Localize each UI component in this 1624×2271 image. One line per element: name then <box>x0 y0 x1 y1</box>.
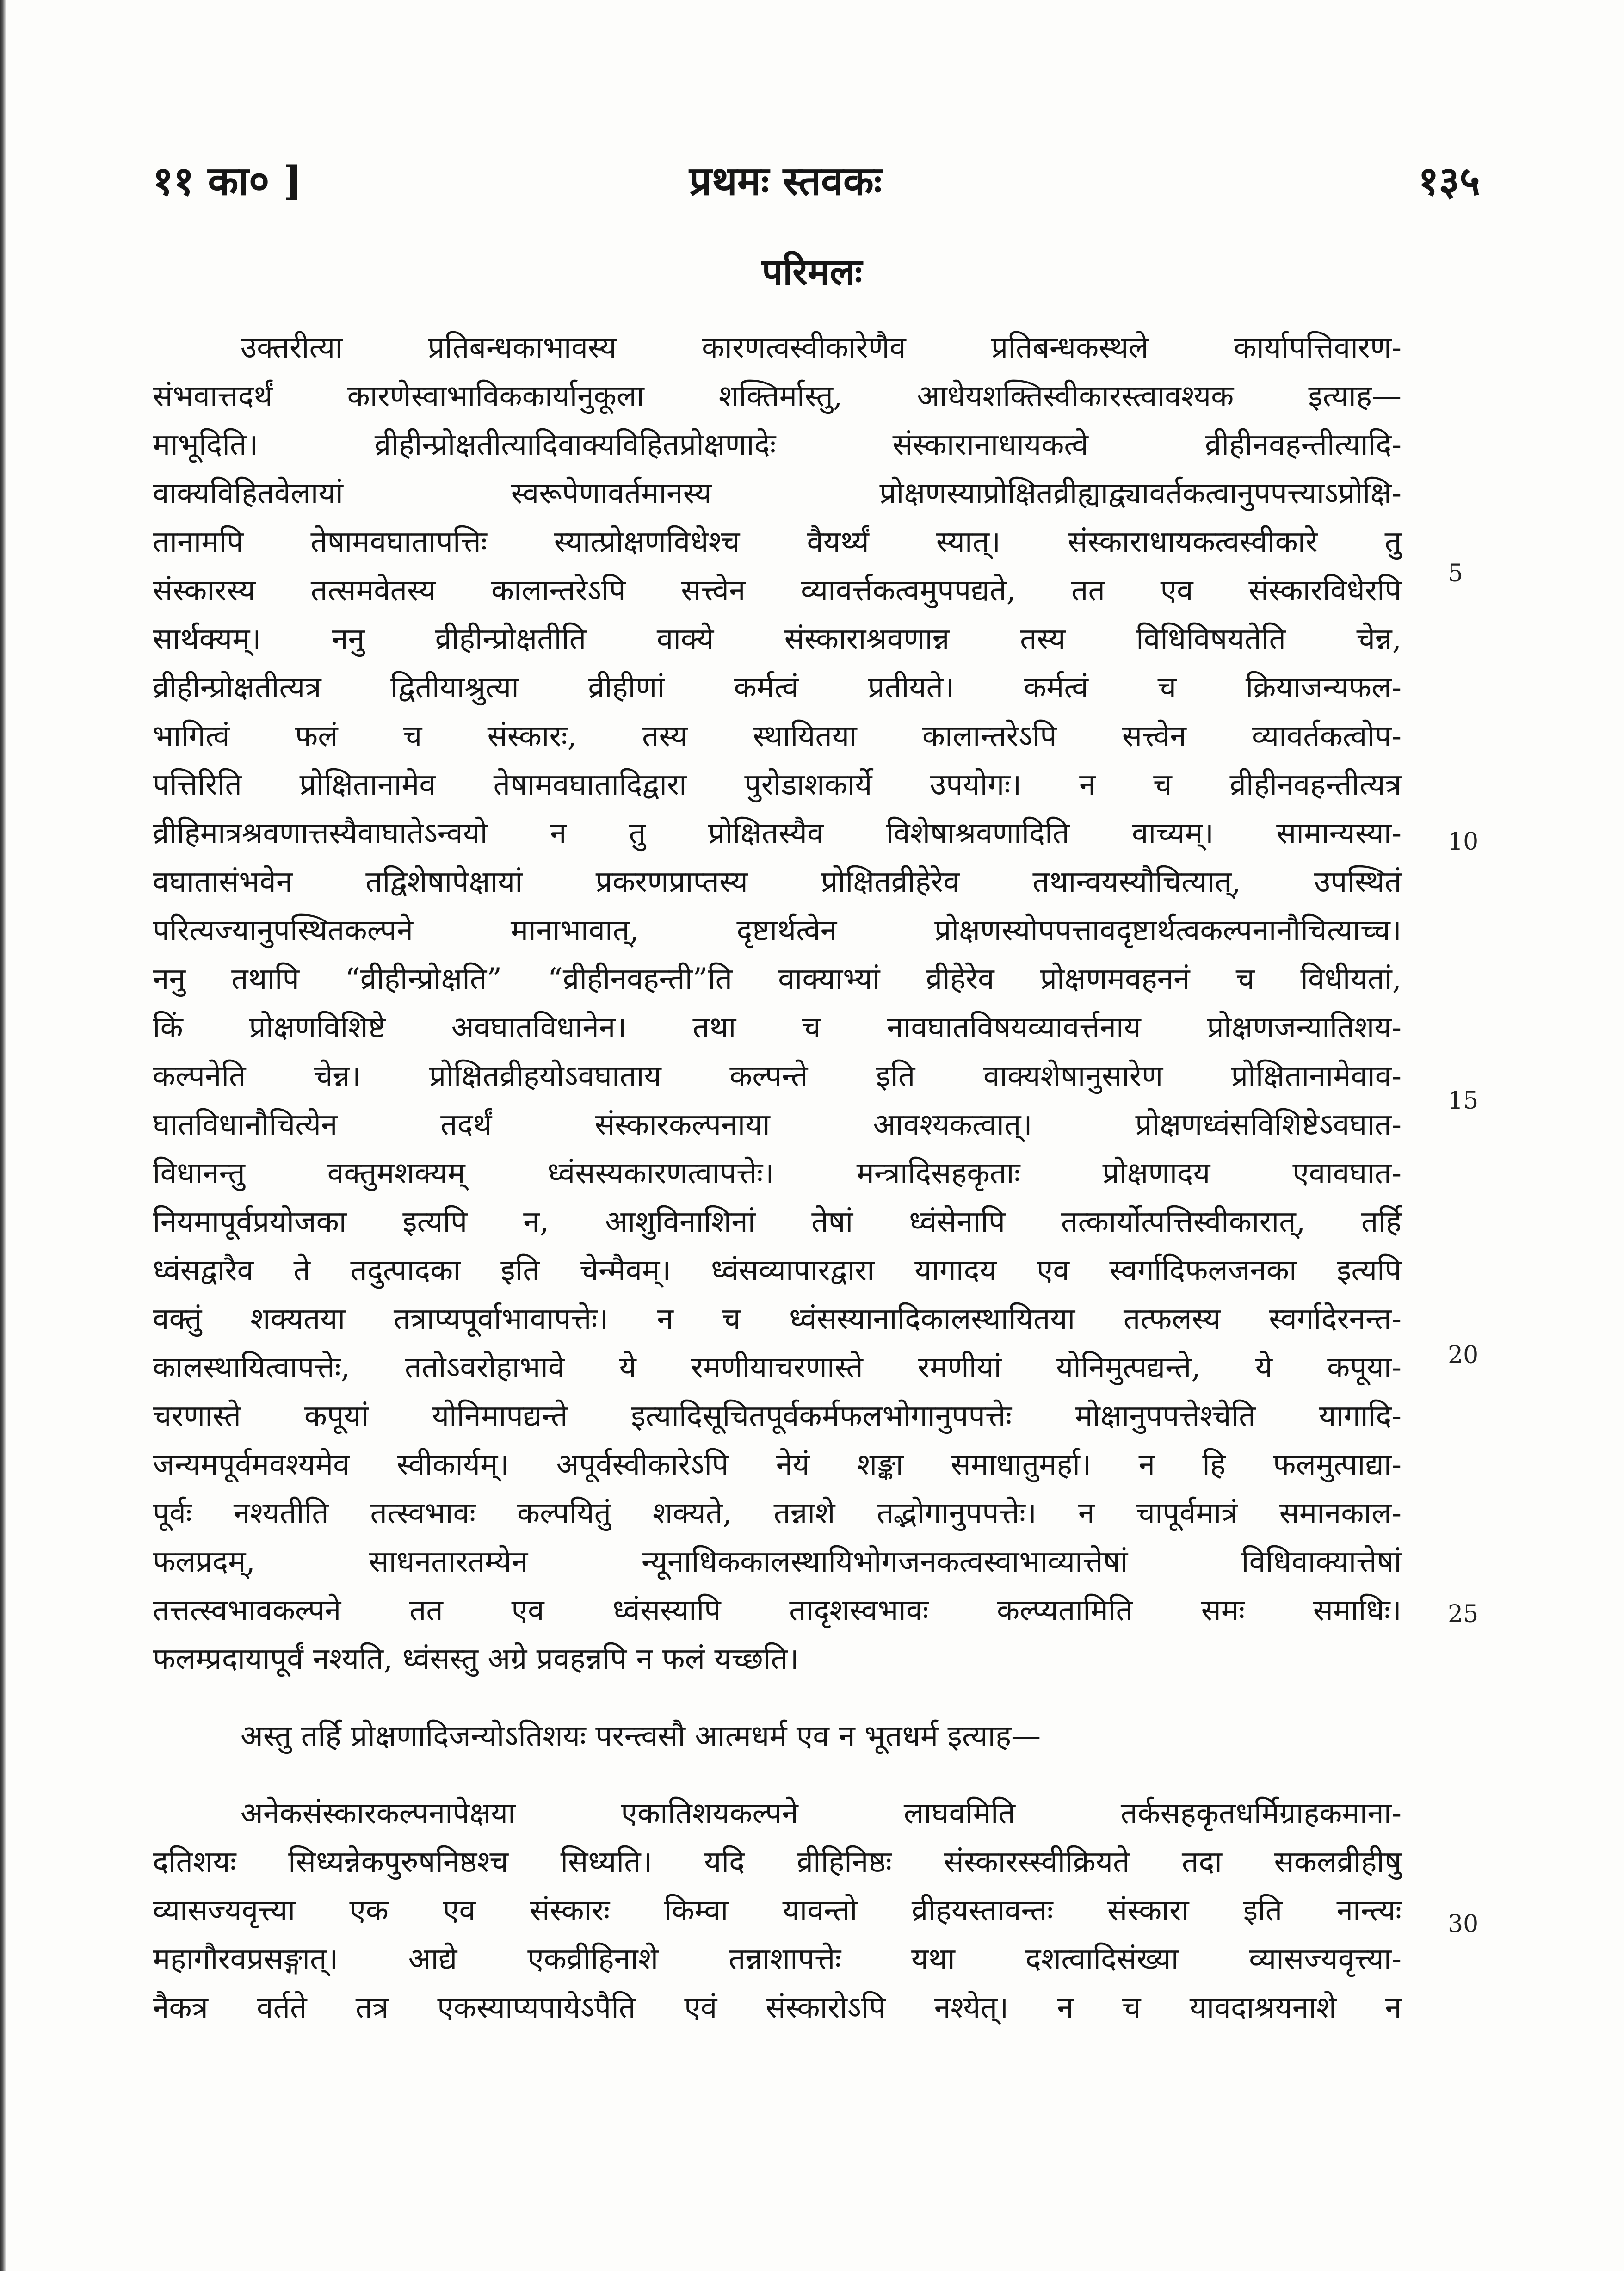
text-line: विधानन्तु वक्तुमशक्यम् ध्वंसस्यकारणत्वापत्तेः। मन्त्रादिसहकृताः प्रोक्षणादय एवावघात- <box>153 1156 1402 1191</box>
text-line: नियमापूर्वप्रयोजका इत्यपि न, आशुविनाशिनां तेषां ध्वंसेनापि तत्कार्योत्पत्तिस्वीकारात्, तर्हि <box>153 1205 1402 1239</box>
text-line: सार्थक्यम्। ननु व्रीहीन्प्रोक्षतीति वाक्ये संस्काराश्रवणान्न तस्य विधिविषयतेति चेन्न, <box>153 622 1402 656</box>
text-line: संभवात्तदर्थं कारणेस्वाभाविककार्यानुकूला शक्तिर्मास्तु, आधेयशक्तिस्वीकारस्त्वावश्यक इत्याह— <box>153 379 1402 413</box>
text-line: ध्वंसद्वारैव ते तदुत्पादका इति चेन्मैवम्। ध्वंसव्यापारद्वारा यागादय एव स्वर्गादिफलजनका इत्यपि <box>153 1253 1402 1288</box>
text-line: अनेकसंस्कारकल्पनापेक्षया एकातिशयकल्पने लाघवमिति तर्कसहकृतधर्मिग्राहकमाना- <box>241 1796 1402 1831</box>
text-line: व्यासज्यवृत्त्या एक एव संस्कारः किम्वा यावन्तो व्रीहयस्तावन्तः संस्कारा इति नान्त्यः <box>153 1894 1402 1928</box>
text-line: माभूदिति। व्रीहीन्प्रोक्षतीत्यादिवाक्यविहितप्रोक्षणादेः संस्कारानाधायकत्वे व्रीहीनवहन्तीत्यादि- <box>153 428 1402 462</box>
text-line: उक्तरीत्या प्रतिबन्धकाभावस्य कारणत्वस्वीकारेणैव प्रतिबन्धकस्थले कार्यापत्तिवारण- <box>241 331 1402 365</box>
text-line: कल्पनेति चेन्न। प्रोक्षितव्रीहयोऽवघाताय कल्पन्ते इति वाक्यशेषानुसारेण प्रोक्षितानामेवाव- <box>153 1059 1402 1093</box>
text-line: तानामपि तेषामवघातापत्तिः स्यात्प्रोक्षणविधेश्च वैयर्थ्यं स्यात्। संस्काराधायकत्वस्वीकारे तु <box>153 525 1402 559</box>
text-line: महागौरवप्रसङ्गात्। आद्ये एकव्रीहिनाशे तन्नाशापत्तेः यथा दशत्वादिसंख्या व्यासज्यवृत्त्या- <box>153 1942 1402 1976</box>
text-line: वघातासंभवेन तद्विशेषापेक्षायां प्रकरणप्राप्तस्य प्रोक्षितव्रीहेरेव तथान्वयस्यौचित्यात्, उपस्थितं <box>153 865 1402 899</box>
text-line: फलम्प्रदायापूर्वं नश्यति, ध्वंसस्तु अग्रे प्रवहन्नपि न फलं यच्छति। <box>153 1642 799 1676</box>
running-header <box>153 153 1480 217</box>
body-text <box>153 324 1402 2032</box>
section-title: परिमलः <box>761 250 863 293</box>
text-line: संस्कारस्य तत्समवेतस्य कालान्तरेऽपि सत्त्वेन व्यावर्त्तकत्वमुपपद्यते, तत एव संस्कारविधेरपि <box>153 574 1402 608</box>
text-line: वाक्यविहितवेलायां स्वरूपेणावर्तमानस्य प्रोक्षणस्याप्रोक्षितव्रीह्याद्व्यावर्तकत्वानुपपत्त्याऽप्रोक्षि- <box>153 476 1402 511</box>
line-number: 30 <box>1448 1910 1479 1938</box>
binding-edge <box>0 0 6 2271</box>
text-line: वक्तुं शक्यतया तत्राप्यपूर्वाभावापत्तेः। न च ध्वंसस्यानादिकालस्थायितया तत्फलस्य स्वर्गादेरनन्त- <box>153 1302 1402 1336</box>
header-title: प्रथमः स्तवकः <box>689 158 882 204</box>
text-line: फलप्रदम्, साधनतारतम्येन न्यूनाधिककालस्थायिभोगजनकत्वस्वाभाव्यात्तेषां विधिवाक्यात्तेषां <box>153 1545 1402 1579</box>
header-left: ११ का० ] <box>153 158 303 204</box>
text-line: चरणास्ते कपूयां योनिमापद्यन्ते इत्यादिसूचितपूर्वकर्मफलभोगानुपपत्तेः मोक्षानुपपत्तेश्चेति यागादि- <box>153 1399 1402 1433</box>
text-line: नैकत्र वर्तते तत्र एकस्याप्यपायेऽपैति एवं संस्कारोऽपि नश्येत्। न च यावदाश्रयनाशे न <box>153 1991 1402 2025</box>
line-number: 20 <box>1448 1341 1479 1369</box>
text-line: कालस्थायित्वापत्तेः, ततोऽवरोहाभावे ये रमणीयाचरणास्ते रमणीयां योनिमुत्पद्यन्ते, ये कपूया- <box>153 1351 1402 1385</box>
text-line: पूर्वः नश्यतीति तत्स्वभावः कल्पयितुं शक्यते, तन्नाशे तद्भोगानुपपत्तेः। न चापूर्वमात्रं समानकाल- <box>153 1496 1402 1530</box>
text-line: व्रीहीन्प्रोक्षतीत्यत्र द्वितीयाश्रुत्या व्रीहीणां कर्मत्वं प्रतीयते। कर्मत्वं च क्रियाजन्यफल- <box>153 671 1402 705</box>
text-line: पत्तिरिति प्रोक्षितानामेव तेषामवघातादिद्वारा पुरोडाशकार्ये उपयोगः। न च व्रीहीनवहन्तीत्यत्र <box>153 768 1402 802</box>
text-line: घातविधानौचित्येन तदर्थं संस्कारकल्पनाया आवश्यकत्वात्। प्रोक्षणध्वंसविशिष्टेऽवघात- <box>153 1108 1402 1142</box>
text-line: व्रीहिमात्रश्रवणात्तस्यैवाघातेऽन्वयो न तु प्रोक्षितस्यैव विशेषाश्रवणादिति वाच्यम्। सामान्यस्या- <box>153 816 1402 851</box>
page-number: १३५ <box>1418 158 1480 204</box>
text-line: जन्यमपूर्वमवश्यमेव स्वीकार्यम्। अपूर्वस्वीकारेऽपि नेयं शङ्का समाधातुमर्हा। न हि फलमुत्पाद्या- <box>153 1448 1402 1482</box>
text-line: परित्यज्यानुपस्थितकल्पने मानाभावात्, दृष्टार्थत्वेन प्रोक्षणस्योपपत्तावदृष्टार्थत्वकल्पनानौचित्याच्च। <box>153 913 1402 948</box>
text-line: अस्तु तर्हि प्रोक्षणादिजन्योऽतिशयः परन्त्वसौ आत्मधर्म एव न भूतधर्म इत्याह— <box>241 1719 1041 1753</box>
text-line: तत्तत्स्वभावकल्पने तत एव ध्वंसस्यापि तादृशस्वभावः कल्प्यतामिति समः समाधिः। <box>153 1593 1402 1628</box>
line-number: 10 <box>1448 828 1479 856</box>
line-number: 25 <box>1448 1600 1479 1628</box>
text-line: दतिशयः सिध्यन्नेकपुरुषनिष्ठश्च सिध्यति। यदि व्रीहिनिष्ठः संस्कारस्स्वीक्रियते तदा सकलव्रीहीषु <box>153 1845 1402 1879</box>
line-number: 5 <box>1448 560 1463 587</box>
line-number: 15 <box>1448 1087 1479 1115</box>
text-line: किं प्रोक्षणविशिष्टे अवघातविधानेन। तथा च नावघातविषयव्यावर्त्तनाय प्रोक्षणजन्यातिशय- <box>153 1011 1402 1045</box>
text-line: ननु तथापि “व्रीहीन्प्रोक्षति” “व्रीहीनवहन्ती”ति वाक्याभ्यां व्रीहेरेव प्रोक्षणमवहननं च विधीयतां, <box>153 962 1402 996</box>
text-line: भागित्वं फलं च संस्कारः, तस्य स्थायितया कालान्तरेऽपि सत्त्वेन व्यावर्तकत्वोप- <box>153 719 1402 753</box>
